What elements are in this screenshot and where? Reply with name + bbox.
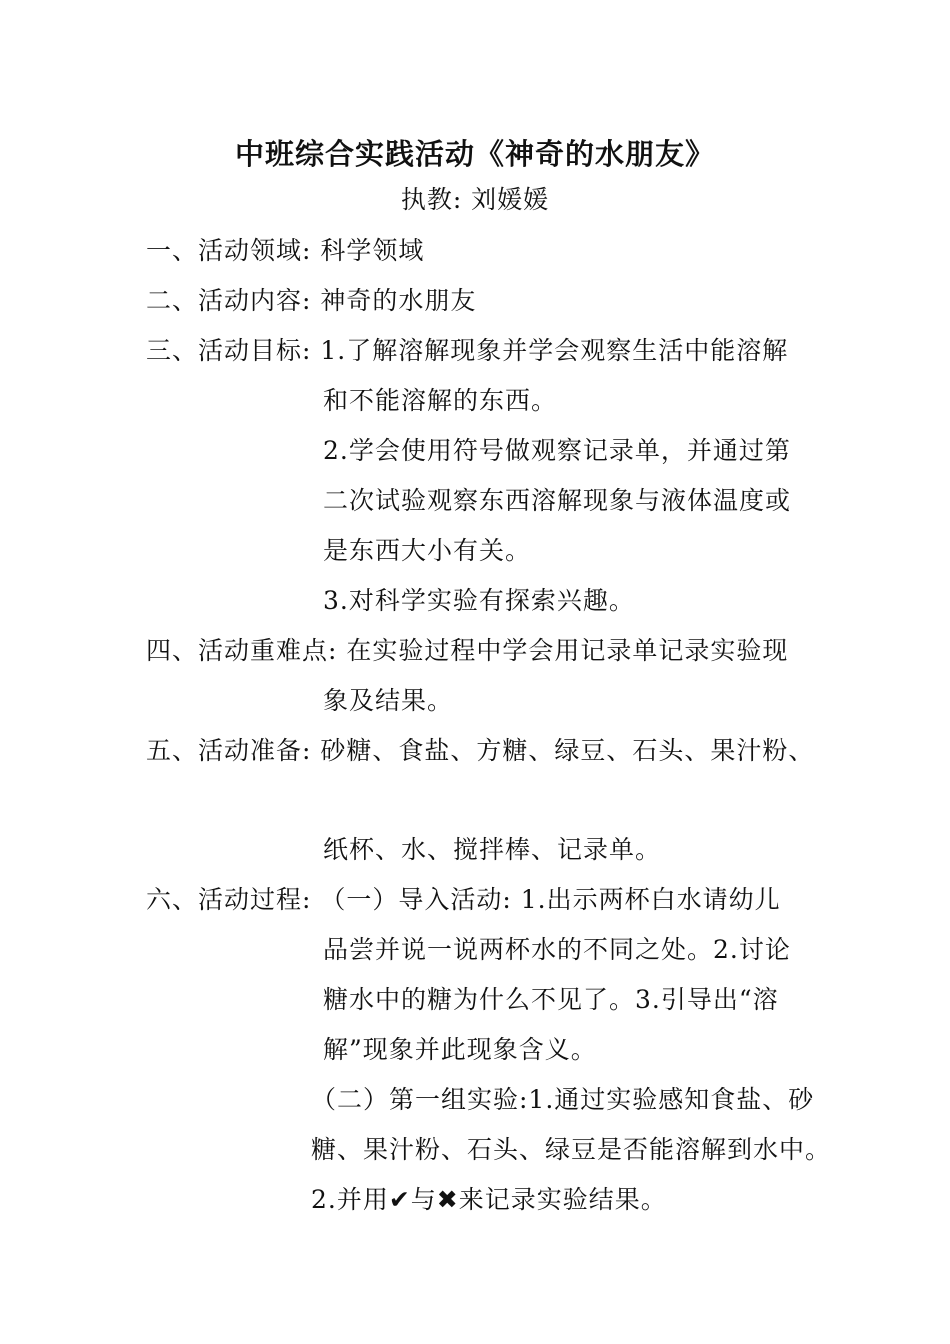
process-line: 糖、果汁粉、石头、绿豆是否能溶解到水中。: [311, 1135, 832, 1164]
section-content: 二、活动内容: 神奇的水朋友: [146, 286, 477, 315]
process-line: 解”现象并此现象含义。: [323, 1035, 597, 1064]
goals-line: 和不能溶解的东西。: [323, 386, 558, 415]
keypoints-line: 象及结果。: [323, 686, 454, 715]
process-line: 品尝并说一说两杯水的不同之处。2.讨论: [323, 935, 791, 964]
section-domain: 一、活动领域: 科学领域: [146, 236, 425, 265]
section-goals-heading: 三、活动目标: 1.了解溶解现象并学会观察生活中能溶解: [146, 336, 789, 365]
section-process-heading: 六、活动过程: （一）导入活动: 1.出示两杯白水请幼儿: [146, 885, 781, 914]
section-prep-heading: 五、活动准备: 砂糖、食盐、方糖、绿豆、石头、果汁粉、: [146, 736, 815, 765]
goals-line: 2.学会使用符号做观察记录单，并通过第: [323, 436, 791, 465]
document-title: 中班综合实践活动《神奇的水朋友》: [234, 137, 715, 171]
process-line: 2.并用✔与✖来记录实验结果。: [311, 1185, 667, 1214]
process-line: （二）第一组实验:1.通过实验感知食盐、砂: [311, 1085, 815, 1114]
author-line: 执教: 刘媛媛: [400, 185, 550, 214]
process-line: 糖水中的糖为什么不见了。3.引导出“溶: [323, 985, 779, 1014]
prep-line: 纸杯、水、搅拌棒、记录单。: [323, 835, 662, 864]
section-keypoints-heading: 四、活动重难点: 在实验过程中学会用记录单记录实验现: [146, 636, 789, 665]
goals-line: 3.对科学实验有探索兴趣。: [323, 586, 635, 615]
goals-line: 是东西大小有关。: [323, 536, 532, 565]
goals-line: 二次试验观察东西溶解现象与液体温度或: [323, 486, 792, 515]
